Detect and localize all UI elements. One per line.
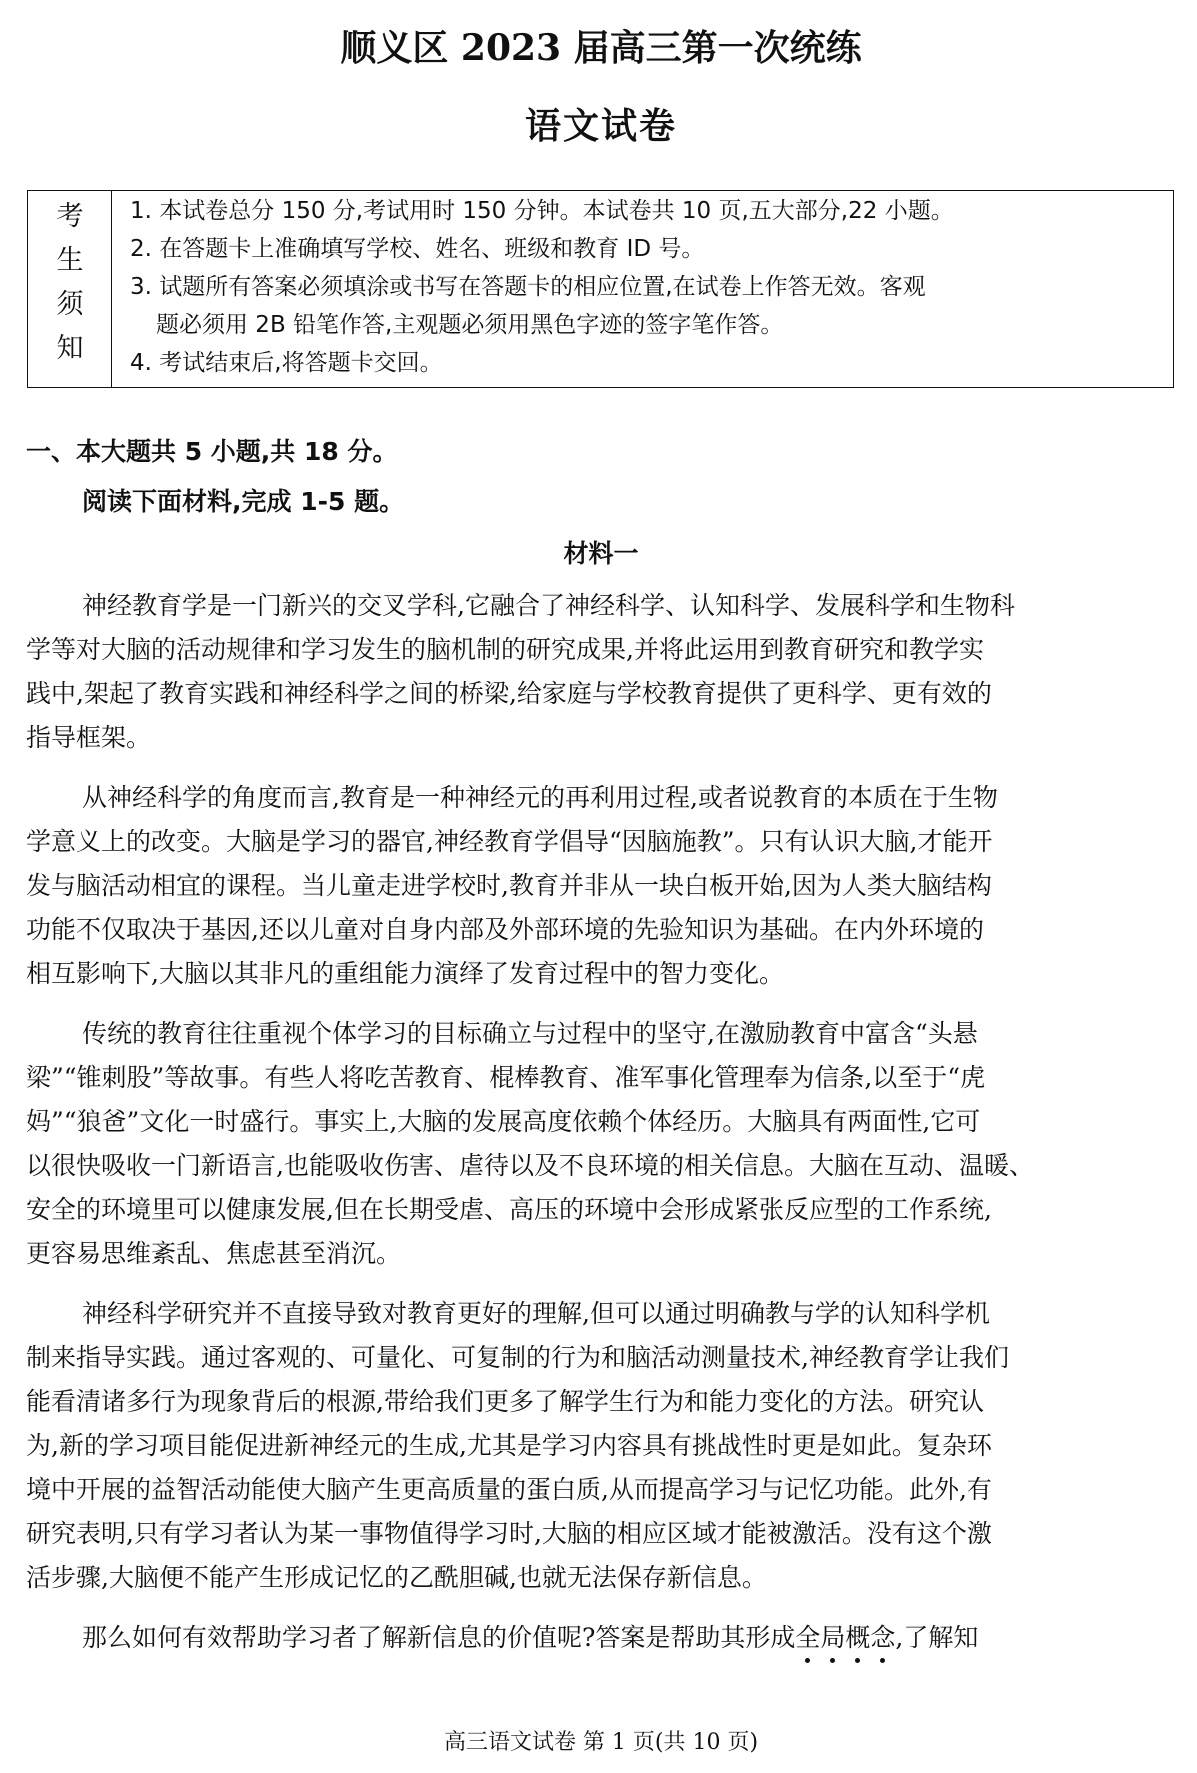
material-title: 材料一 [563, 539, 639, 568]
notice-item: 4. 考试结束后,将答题卡交回。 [130, 350, 443, 376]
body-line: 制来指导实践。通过客观的、可量化、可复制的行为和脑活动测量技术,神经教育学让我们 [26, 1343, 1009, 1372]
body-text: ,了解知 [895, 1623, 979, 1652]
emphasis-dots [795, 1658, 895, 1664]
body-line: 功能不仅取决于基因,还以儿童对自身内部及外部环境的先验知识为基础。在内外环境的 [26, 915, 984, 944]
body-line: 践中,架起了教育实践和神经科学之间的桥梁,给家庭与学校教育提供了更科学、更有效的 [26, 679, 992, 708]
body-line: 更容易思维紊乱、焦虑甚至消沉。 [26, 1239, 402, 1268]
body-line-with-emphasis [82, 1620, 978, 1656]
emphasis-dot [880, 1658, 885, 1663]
body-line: 发与脑活动相宜的课程。当儿童走进学校时,教育并非从一块白板开始,因为人类大脑结构 [26, 871, 992, 900]
notice-label-char: 考 [56, 201, 84, 232]
body-line: 活步骤,大脑便不能产生形成记忆的乙酰胆碱,也就无法保存新信息。 [26, 1563, 767, 1592]
notice-item: 1. 本试卷总分 150 分,考试用时 150 分钟。本试卷共 10 页,五大部分,22 小题。 [130, 198, 954, 224]
notice-label-char: 须 [56, 289, 84, 320]
page-footer: 高三语文试卷 第 1 页(共 10 页) [443, 1730, 759, 1755]
body-text: 那么如何有效帮助学习者了解新信息的价值呢?答案是帮助其形成 [82, 1623, 796, 1652]
body-line: 研究表明,只有学习者认为某一事物值得学习时,大脑的相应区域才能被激活。没有这个激 [26, 1519, 992, 1548]
body-line: 神经科学研究并不直接导致对教育更好的理解,但可以通过明确教与学的认知科学机 [82, 1299, 990, 1328]
section-heading: 一、本大题共 5 小题,共 18 分。 [26, 437, 398, 466]
body-line: 能看清诸多行为现象背后的根源,带给我们更多了解学生行为和能力变化的方法。研究认 [26, 1387, 984, 1416]
body-line: 学等对大脑的活动规律和学习发生的脑机制的研究成果,并将此运用到教育研究和教学实 [26, 635, 984, 664]
body-line: 神经教育学是一门新兴的交叉学科,它融合了神经科学、认知科学、发展科学和生物科 [82, 591, 1015, 620]
body-line: 为,新的学习项目能促进新神经元的生成,尤其是学习内容具有挑战性时更是如此。复杂环 [26, 1431, 992, 1460]
notice-item: 题必须用 2B 铅笔作答,主观题必须用黑色字迹的签字笔作答。 [156, 312, 784, 338]
notice-label-char: 知 [56, 333, 84, 364]
notice-label [28, 191, 112, 387]
notice-label-char: 生 [56, 245, 84, 276]
notice-item: 2. 在答题卡上准确填写学校、姓名、班级和教育 ID 号。 [130, 236, 705, 262]
candidate-notice-box [27, 190, 1174, 388]
body-line: 指导框架。 [26, 723, 152, 752]
section-instruction: 阅读下面材料,完成 1-5 题。 [82, 487, 405, 516]
emphasis-dot [805, 1658, 810, 1663]
emphasis-dot [855, 1658, 860, 1663]
body-line: 境中开展的益智活动能使大脑产生更高质量的蛋白质,从而提高学习与记忆功能。此外,有 [26, 1475, 992, 1504]
body-line: 妈”“狼爸”文化一时盛行。事实上,大脑的发展高度依赖个体经历。大脑具有两面性,它可 [26, 1107, 981, 1136]
exam-page [26, 0, 1176, 1773]
emphasis-dot [830, 1658, 835, 1663]
paper-title: 语文试卷 [524, 105, 677, 147]
body-line: 学意义上的改变。大脑是学习的器官,神经教育学倡导“因脑施教”。只有认识大脑,才能开 [26, 827, 993, 856]
exam-title: 顺义区 2023 届高三第一次统练 [340, 27, 862, 69]
body-line: 安全的环境里可以健康发展,但在长期受虐、高压的环境中会形成紧张反应型的工作系统, [26, 1195, 992, 1224]
body-line: 相互影响下,大脑以其非凡的重组能力演绎了发育过程中的智力变化。 [26, 959, 784, 988]
notice-item: 3. 试题所有答案必须填涂或书写在答题卡的相应位置,在试卷上作答无效。客观 [130, 274, 926, 300]
emphasized-term [795, 1623, 895, 1652]
body-line: 传统的教育往往重视个体学习的目标确立与过程中的坚守,在激励教育中富含“头悬 [82, 1019, 978, 1048]
body-line: 从神经科学的角度而言,教育是一种神经元的再利用过程,或者说教育的本质在于生物 [82, 783, 998, 812]
body-line: 梁”“锥刺股”等故事。有些人将吃苦教育、棍棒教育、准军事化管理奉为信条,以至于“虎 [26, 1063, 986, 1092]
emphasized-term-text: 全局概念 [795, 1623, 896, 1652]
body-line: 以很快吸收一门新语言,也能吸收伤害、虐待以及不良环境的相关信息。大脑在互动、温暖、 [26, 1151, 1034, 1180]
